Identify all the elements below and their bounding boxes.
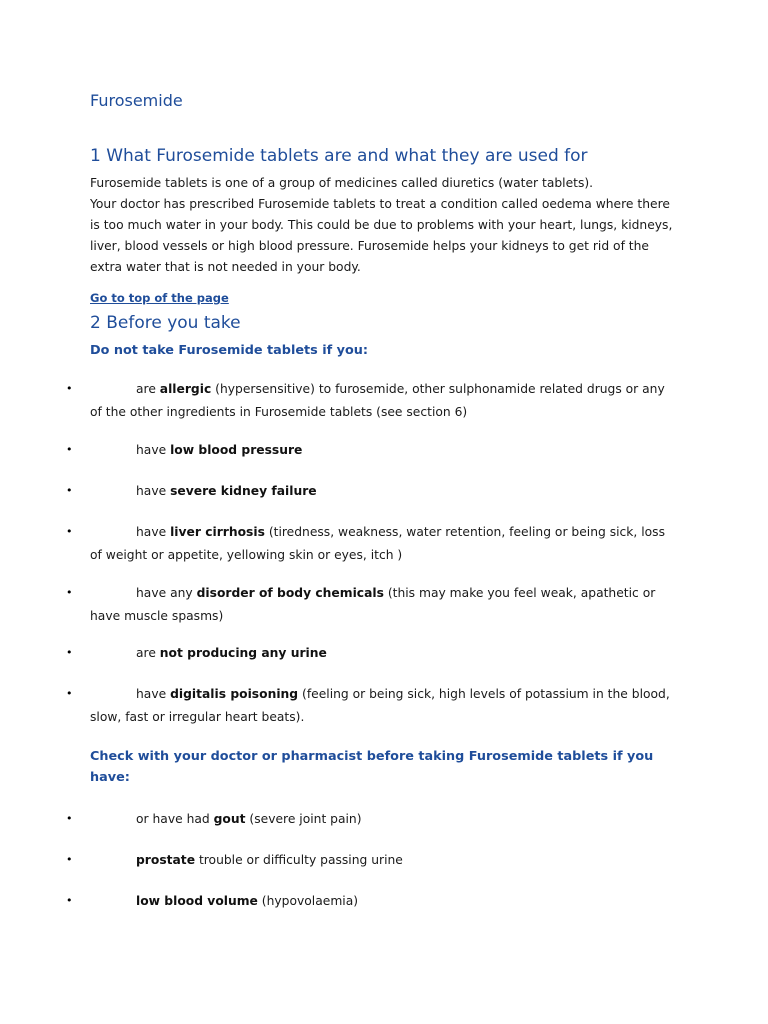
- list-item-text: or have had gout (severe joint pain): [136, 812, 362, 826]
- bullet-icon: •: [66, 443, 73, 456]
- bullet-icon: •: [66, 687, 73, 700]
- bullet-icon: •: [66, 586, 73, 599]
- section-2-heading: 2 Before you take: [90, 313, 241, 333]
- list-item-text: have liver cirrhosis (tiredness, weakness, water retention, feeling or being sick, loss of weight or appetite, yellowing skin or eyes, itch ): [90, 525, 665, 562]
- bullet-icon: •: [66, 646, 73, 659]
- go-to-top-link[interactable]: Go to top of the page: [90, 291, 229, 305]
- list-item-text: prostate trouble or difficulty passing urine: [136, 853, 403, 867]
- bullet-icon: •: [66, 525, 73, 538]
- document-title: Furosemide: [90, 91, 183, 110]
- bullet-icon: •: [66, 812, 73, 825]
- bullet-icon: •: [66, 894, 73, 907]
- list-item-text: have digitalis poisoning (feeling or being sick, high levels of potassium in the blood, slow, fast or irregular heart beats).: [90, 687, 670, 724]
- list-item-text: have any disorder of body chemicals (this may make you feel weak, apathetic or have muscle spasms): [90, 586, 656, 623]
- list-item-text: have severe kidney failure: [136, 484, 317, 498]
- bullet-icon: •: [66, 484, 73, 497]
- section-1-paragraph-line-2: Your doctor has prescribed Furosemide tablets to treat a condition called oedema where there is too much water in your body. This could be due to problems with your heart, lungs, kidneys, liver, blood vessels or high blood pressure. Furosemide helps your kidneys to get rid of the extra water that is not needed in your body.: [90, 197, 673, 274]
- bullet-icon: •: [66, 853, 73, 866]
- list-item-text: are allergic (hypersensitive) to furosemide, other sulphonamide related drugs or any of the other ingredients in Furosemide tablets (see section 6): [90, 382, 665, 419]
- bullet-icon: •: [66, 382, 73, 395]
- do-not-take-subheading: Do not take Furosemide tablets if you:: [90, 343, 368, 358]
- section-1-paragraph-line-1: Furosemide tablets is one of a group of medicines called diuretics (water tablets).: [90, 176, 594, 190]
- section-1-heading: 1 What Furosemide tablets are and what they are used for: [90, 146, 588, 166]
- list-item-text: are not producing any urine: [136, 646, 327, 660]
- list-item-text: have low blood pressure: [136, 443, 303, 457]
- section-1-paragraph: [90, 173, 680, 278]
- list-item-text: low blood volume (hypovolaemia): [136, 894, 359, 908]
- check-with-doctor-subheading: Check with your doctor or pharmacist before taking Furosemide tablets if you have:: [90, 749, 654, 785]
